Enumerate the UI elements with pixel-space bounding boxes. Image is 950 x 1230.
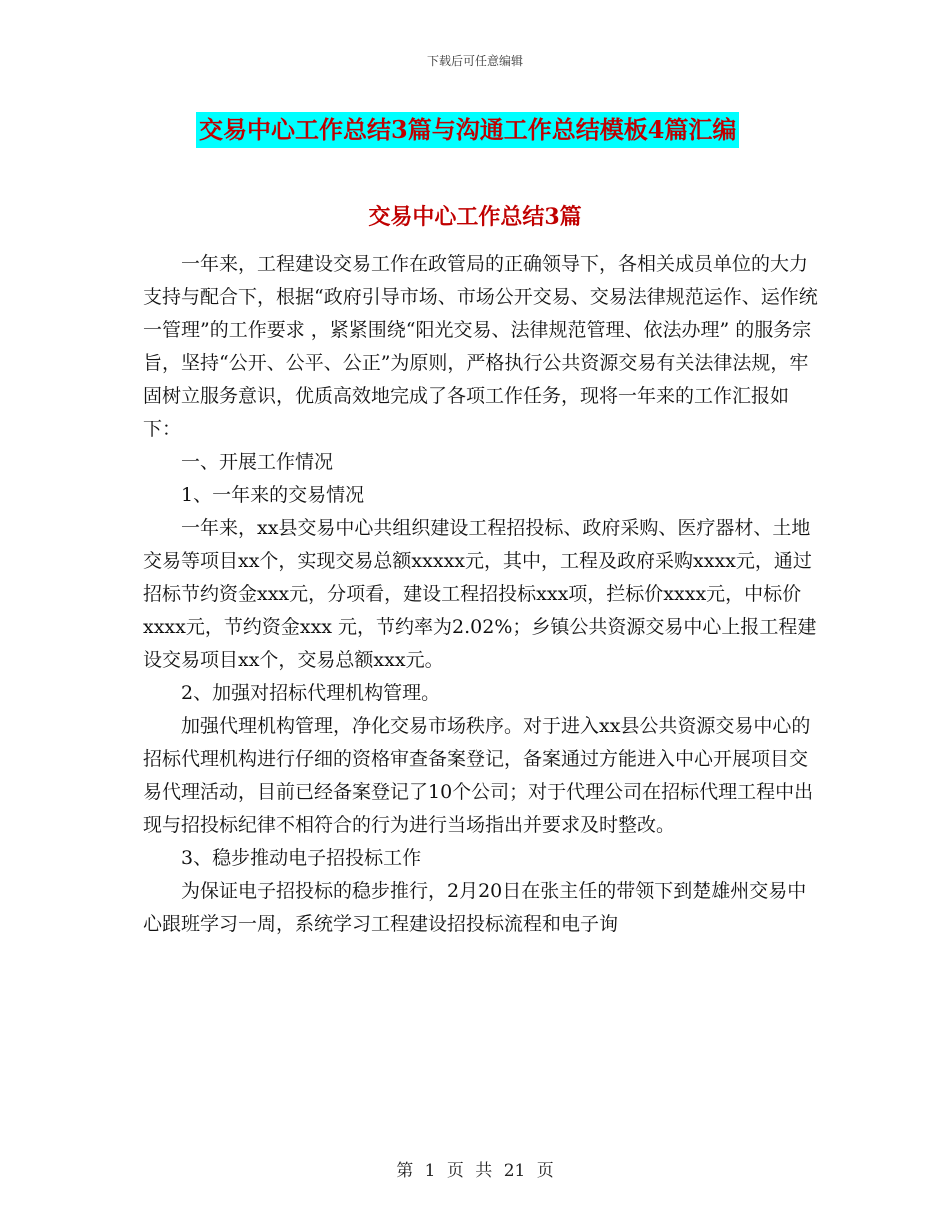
heading-work-status: 一、开展工作情况 bbox=[181, 451, 334, 473]
paragraph-agency-management: 加强代理机构管理，净化交易市场秩序。对于进入xx县公共资源交易中心的招标代理机构进行仔细的资格审查备案登记，备案通过方能进入中心开展项目交易代理活动，目前已经备案登记了10个公司；对于代理公司在招标代理工程中出现与招投标纪律不相符合的行为进行当场指出并要求及时整改。 bbox=[143, 715, 814, 836]
header-note: 下载后可任意编辑 bbox=[426, 54, 523, 68]
subheading-agency-management: 2、加强对招标代理机构管理。 bbox=[181, 682, 441, 704]
subheading-transactions: 1、一年来的交易情况 bbox=[181, 484, 365, 506]
body-content bbox=[143, 248, 823, 941]
paragraph-e-bidding: 为保证电子招投标的稳步推行，2月20日在张主任的带领下到楚雄州交易中心跟班学习一周，系统学习工程建设招投标流程和电子询 bbox=[143, 880, 807, 935]
subheading-e-bidding: 3、稳步推动电子招投标工作 bbox=[181, 847, 422, 869]
section-title: 交易中心工作总结3篇 bbox=[368, 204, 582, 230]
paragraph-intro: 一年来，工程建设交易工作在政管局的正确领导下，各相关成员单位的大力支持与配合下，根据“政府引导市场、市场公开交易、交易法律规范运作、运作统一管理”的工作要求 ，紧紧围绕“阳光交易、法律规范管理、依法办理” 的服务宗旨，坚持“公开、公平、公正”为原则，严格执行公共资源交易有关法律法规，牢固树立服务意识，优质高效地完成了各项工作任务，现将一年来的工作汇报如下： bbox=[143, 253, 818, 440]
page-footer: 第 1 页 共 21 页 bbox=[396, 1161, 554, 1181]
paragraph-transactions: 一年来，xx县交易中心共组织建设工程招投标、政府采购、医疗器材、土地交易等项目xx个，实现交易总额xxxxx元，其中，工程及政府采购xxxx元，通过招标节约资金xxx元，分项看，建设工程招投标xxx项，拦标价xxxx元，中标价xxxx元，节约资金xxx 元，节约率为2.02%；乡镇公共资源交易中心上报工程建设交易项目xx个，交易总额xxx元。 bbox=[143, 517, 817, 671]
document-title: 交易中心工作总结3篇与沟通工作总结模板4篇汇编 bbox=[196, 112, 739, 148]
